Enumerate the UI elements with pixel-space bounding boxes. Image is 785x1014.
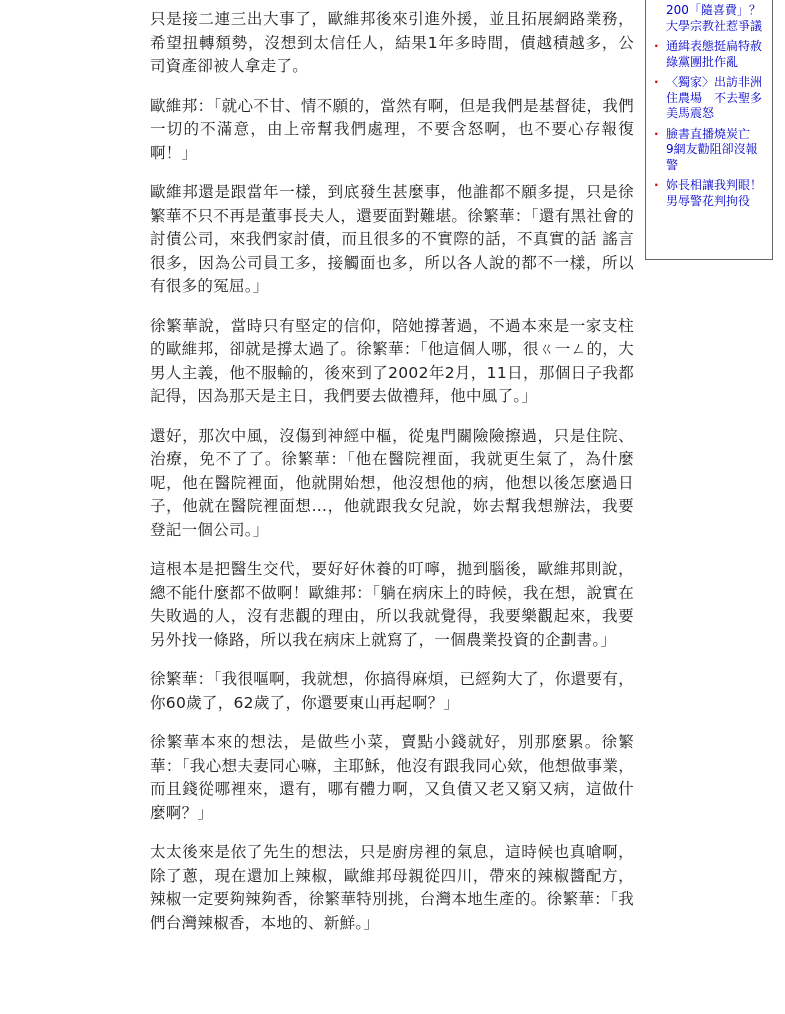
related-news-item <box>652 127 768 174</box>
related-news-item <box>652 39 775 70</box>
bullet-icon: · <box>654 126 659 141</box>
article-paragraph-1: 只是接二連三出大事了，歐維邦後來引進外援，並且拓展網路業務，希望扭轉頹勢，沒想到太信任人，結果1年多時間，債越積越多，公司資產卻被人拿走了。 <box>150 10 634 75</box>
bullet-icon: · <box>654 39 659 53</box>
bullet-icon: · <box>654 75 659 89</box>
related-news-item <box>652 75 768 122</box>
related-news-link[interactable]: 通緝表態挺扁特赦 綠黨團批作亂 <box>666 39 775 69</box>
related-news-link[interactable]: 臉書直播燒炭亡 9網友勸阻卻沒報警 <box>666 126 763 172</box>
related-news-sidebar <box>645 0 773 260</box>
related-news-item <box>652 3 773 34</box>
related-news-item <box>652 178 775 209</box>
related-news-link[interactable]: 妳長相讓我判眼！ 男辱警花判拘役 <box>666 178 775 208</box>
article-paragraph-4: 徐繁華說，當時只有堅定的信仰，陪她撐著過，不過本來是一家支柱的歐維邦，卻就是撐太過了。徐繁華：「他這個人哪，很ㄍ一ㄥ的，大男人主義，他不服輸的，後來到了2002年2月，11日，那個日子我都記得，因為那天是主日，我們要去做禮拜，他中風了。」 <box>150 316 634 405</box>
article-paragraph-5: 還好，那次中風，沒傷到神經中樞，從鬼門關險險擦過，只是住院、治療，免不了了。徐繁華：「他在醫院裡面，我就更生氣了，為什麼呢，他在醫院裡面，他就開始想，他沒想他的病，他想以後怎麼過日子，他就在醫院裡面想…，他就跟我女兒說，妳去幫我想辦法，我要登記一個公司。」 <box>150 426 634 539</box>
article-paragraph-7: 徐繁華：「我很嘔啊，我就想，你搞得麻煩，已經夠大了，你還要有，你60歲了，62歲了，你還要東山再起啊？」 <box>150 670 634 712</box>
related-news-link[interactable]: 200「隨喜費」？ 大學宗教社惹爭議 <box>666 3 773 33</box>
related-news-list <box>652 3 775 209</box>
article-paragraph-8: 徐繁華本來的想法，是做些小菜，賣點小錢就好，別那麼累。徐繁華：「我心想夫妻同心嘛，主耶穌，他沒有跟我同心欸，他想做事業，而且錢從哪裡來，還有，哪有體力啊，又負債又老又窮又病，這做什麼啊？」 <box>150 733 634 822</box>
related-news-link[interactable]: 〈獨家〉出訪非洲住農場 不去聖多美馬震怒 <box>666 75 763 120</box>
article-paragraph-6: 這根本是把醫生交代，要好好休養的叮嚀，拋到腦後，歐維邦則說，總不能什麼都不做啊！歐維邦：「躺在病床上的時候，我在想，說實在失敗過的人，沒有悲觀的理由，所以我就覺得，我要樂觀起來，我要另外找一條路，所以我在病床上就寫了，一個農業投資的企劃書。」 <box>150 560 634 649</box>
article-body <box>150 8 634 951</box>
article-paragraph-9: 太太後來是依了先生的想法，只是廚房裡的氣息，這時候也真嗆啊，除了蔥，現在還加上辣椒，歐維邦母親從四川，帶來的辣椒醬配方，辣椒一定要夠辣夠香，徐繁華特別挑，台灣本地生產的。徐繁華：「我們台灣辣椒香，本地的、新鮮。」 <box>150 843 634 932</box>
article-paragraph-3: 歐維邦還是跟當年一樣，到底發生甚麼事，他誰都不願多提，只是徐繁華不只不再是董事長夫人，還要面對難堪。徐繁華：「還有黑社會的討債公司，來我們家討債，而且很多的不實際的話，不真實的話 謠言很多，因為公司員工多，接觸面也多，所以各人說的都不一樣，所以有很多的冤屈。」 <box>150 183 634 295</box>
bullet-icon: · <box>654 178 659 192</box>
article-paragraph-2: 歐維邦：「就心不甘、情不願的，當然有啊，但是我們是基督徒，我們一切的不滿意，由上帝幫我們處理，不要含怒啊，也不要心存報復啊！」 <box>150 96 634 162</box>
